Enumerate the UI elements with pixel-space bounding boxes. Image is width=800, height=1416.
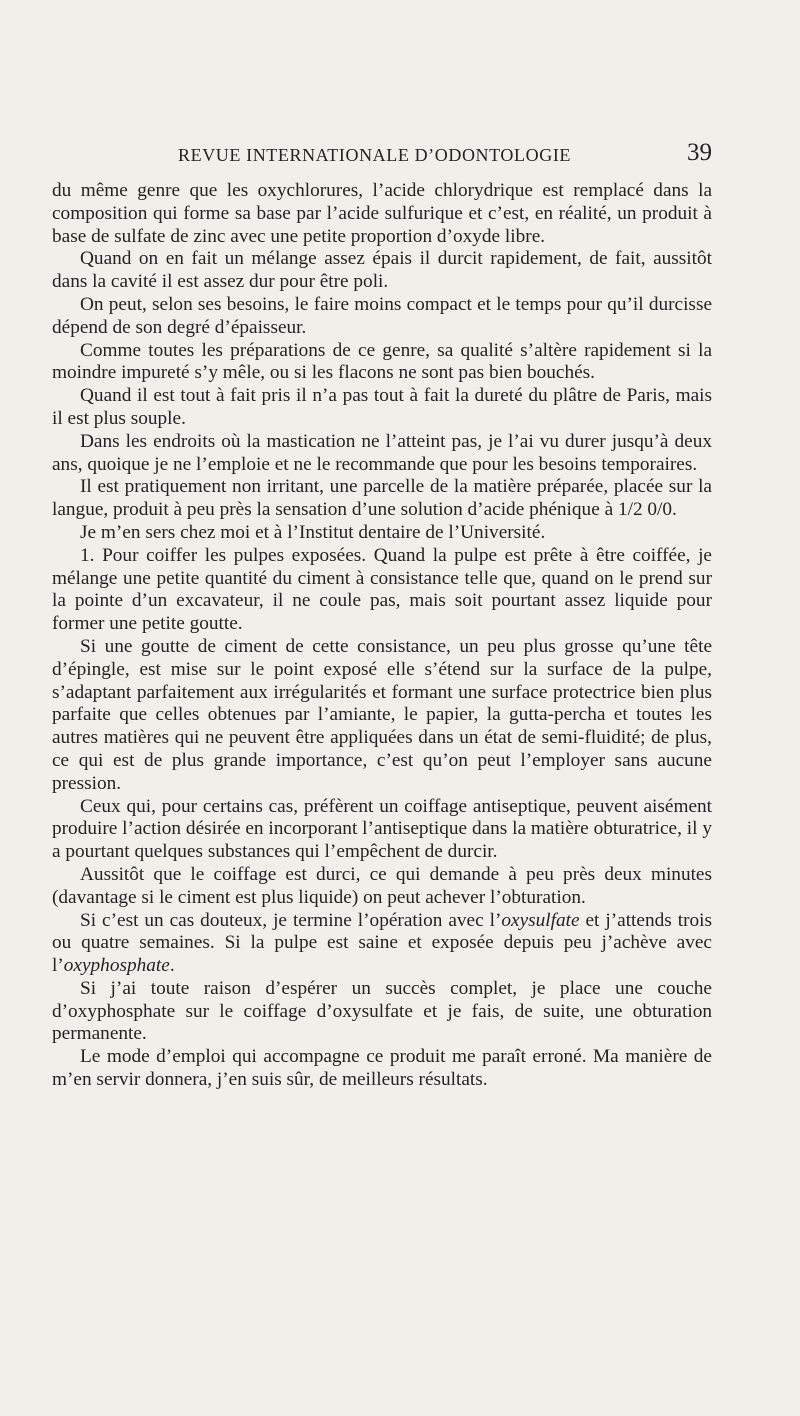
paragraph: Il est pratiquement non irritant, une parcelle de la matière préparée, placée sur la langue, produit à peu près la sensation d’une solution d’acide phénique à 1/2 0/0. [52,476,712,521]
paragraph: Dans les endroits où la mastication ne l’atteint pas, je l’ai vu durer jusqu’à deux ans, quoique je ne l’emploie et ne le recommande que pour les besoins temporaires. [52,430,712,475]
paragraph: Je m’en sers chez moi et à l’Institut dentaire de l’Université. [80,521,546,543]
paragraph: Quand il est tout à fait pris il n’a pas tout à fait la dureté du plâtre de Paris, mais il est plus souple. [52,385,712,429]
paragraph: Aussitôt que le coiffage est durci, ce qui demande à peu près deux minutes (davantage si le ciment est plus liquide) on peut achever l’obturation. [52,863,712,908]
body-text [52,180,712,1092]
paragraph: Si j’ai toute raison d’espérer un succès complet, je place une couche d’oxyphosphate sur le coiffage d’oxysulfate et je fais, de suite, une obturation permanente. [52,977,712,1045]
italic-term: oxysulfate [501,909,580,931]
paragraph: Comme toutes les préparations de ce genre, sa qualité s’altère rapidement si la moindre impureté s’y mêle, ou si les flacons ne sont pas bien bouchés. [52,339,712,384]
paragraph: Le mode d’emploi qui accompagne ce produit me paraît erroné. Ma manière de m’en servir donnera, j’en suis sûr, de meilleurs résultats. [52,1046,712,1091]
text-run: . [169,955,175,977]
text-run: Si c’est un cas douteux, je termine l’opération avec l’ [80,909,502,931]
running-title: REVUE INTERNATIONALE D’ODONTOLOGIE [178,145,572,165]
text-run: et j’attends trois ou quatre semaines. Si la pulpe est saine et exposée depuis peu j’achève avec l’ [52,909,712,977]
paragraph: Si une goutte de ciment de cette consistance, un peu plus grosse qu’une tête d’épingle, est mise sur le point exposé elle s’étend sur la surface de la pulpe, s’adaptant parfaitement aux irrégularités et formant une surface protectrice bien plus parfaite que celles obtenues par l’amiante, le papier, la gutta-percha et toutes les autres matières qui ne peuvent être appliquées dans un état de semi-fluidité; de plus, ce qui est de plus grande importance, c’est qu’on peut l’employer sans aucune pression. [52,635,712,794]
paragraph: du même genre que les oxychlorures, l’acide chlorydrique est remplacé dans la composition qui forme sa base par l’acide sulfurique et c’est, en réalité, un produit à base de sulfate de zinc avec une petite proportion d’oxyde libre. [52,180,712,247]
paragraph [52,910,712,978]
paragraph: 1. Pour coiffer les pulpes exposées. Quand la pulpe est prête à être coiffée, je mélange une petite quantité du ciment à consistance telle que, quand on le prend sur la pointe d’un excavateur, il ne coule pas, mais soit pourtant assez liquide pour former une petite goutte. [52,544,712,635]
page-number: 39 [687,139,712,166]
italic-term: oxyphosphate [63,955,170,977]
paragraph: On peut, selon ses besoins, le faire moins compact et le temps pour qu’il durcisse dépend de son degré d’épaisseur. [52,293,712,338]
page-header [52,139,712,173]
paragraph: Quand on en fait un mélange assez épais il durcit rapidement, de fait, aussitôt dans la cavité il est assez dur pour être poli. [52,248,712,293]
paragraph: Ceux qui, pour certains cas, préfèrent un coiffage antiseptique, peuvent aisément produire l’action désirée en incorporant l’antiseptique dans la matière obturatrice, il y a pourtant quelques substances qui l’empêchent de durcir. [52,795,712,863]
